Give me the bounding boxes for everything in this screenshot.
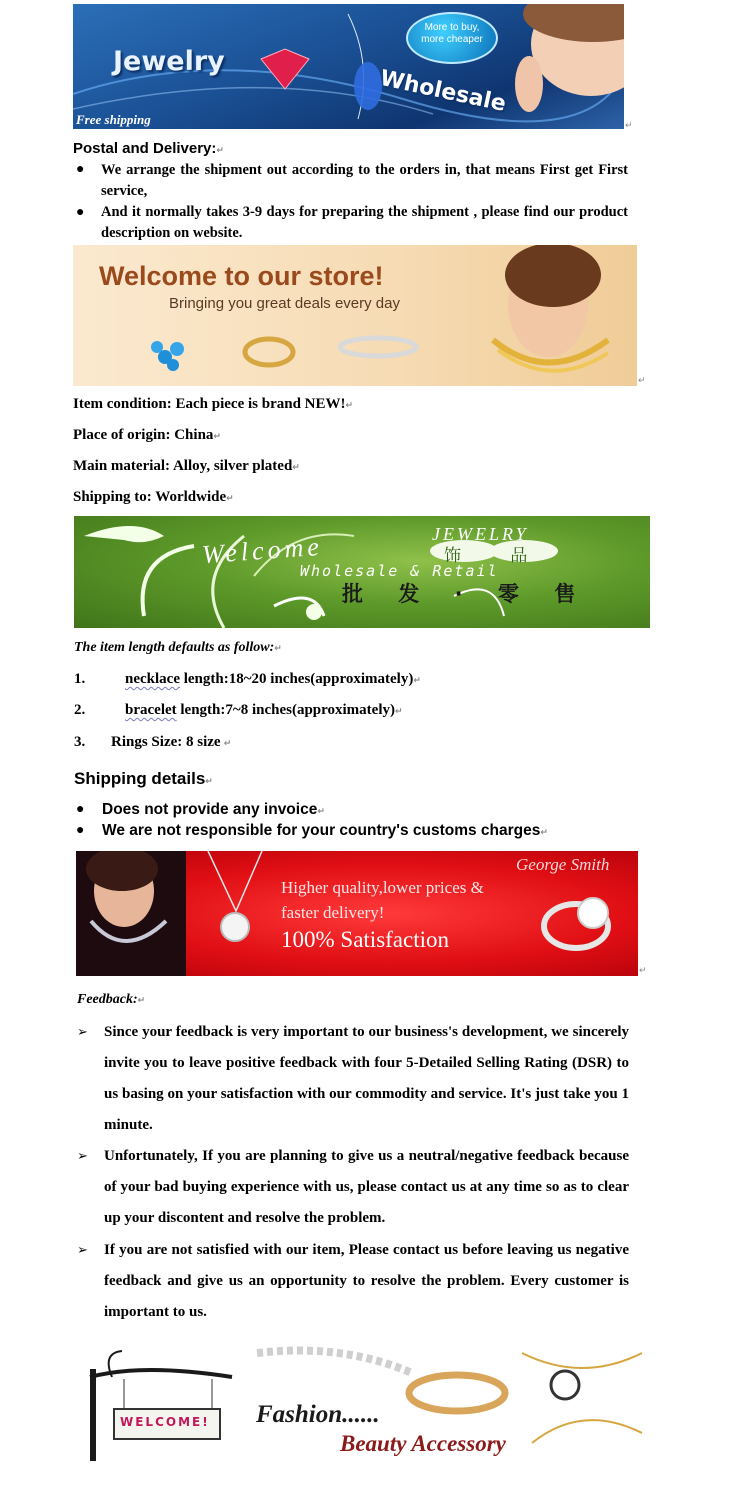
welcome-script: Welcome: [201, 531, 324, 570]
wholesale-retail-banner: [74, 516, 650, 628]
bubble-text: More to buy, more cheaper: [421, 22, 483, 45]
paragraph-mark: ↵: [625, 121, 633, 131]
length-num-1: 1.: [74, 671, 86, 687]
jewelry-wholesale-banner: [73, 4, 624, 129]
shipping-bullet-2: We are not responsible for your country's customs charges↵: [102, 822, 548, 839]
wholesale-retail-text: Wholesale & Retail: [300, 562, 499, 580]
welcome-store-title: Welcome to our store!: [99, 261, 384, 291]
george-smith-brand: George Smith: [516, 855, 610, 874]
arrow-bullet-icon: ➢: [77, 1243, 88, 1258]
bullet-dot: ●: [76, 162, 85, 177]
length-num-3: 3.: [74, 734, 86, 750]
free-shipping-text: Free shipping: [76, 112, 151, 127]
more-cheaper-bubble: [406, 12, 498, 64]
item-condition: Item condition: Each piece is brand NEW!↵: [73, 396, 354, 412]
welcome-store-banner: [73, 245, 637, 386]
welcome-sign-text: WELCOME!: [120, 1415, 210, 1429]
feedback-item-2: Unfortunately, If you are planning to give us a neutral/negative feedback because of your bad buying experience with us, please contact us at any time so as to clear up your discontent and resolve the problem.: [104, 1148, 629, 1226]
feedback-item-1: Since your feedback is very important to our business's development, we sincerely invite you to leave positive feedback with four 5-Detailed Selling Rating (DSR) to us basing on your satisfaction with our commodity and service. It's just take you 1 minute.: [104, 1024, 629, 1133]
wholesale-text: Wholesale: [377, 65, 509, 118]
beauty-accessory-text: Beauty Accessory: [340, 1431, 506, 1456]
length-heading: The item length defaults as follow:↵: [74, 640, 282, 655]
jewelry-title: Jewelry: [113, 46, 225, 77]
main-material: Main material: Alloy, silver plated↵: [73, 458, 300, 474]
bullet-dot: ●: [76, 823, 85, 838]
shipping-to: Shipping to: Worldwide↵: [73, 489, 234, 505]
feedback-heading: Feedback:↵: [77, 992, 146, 1007]
fashion-text: Fashion......: [256, 1401, 380, 1428]
welcome-store-subtitle: Bringing you great deals every day: [169, 295, 400, 312]
arrow-bullet-icon: ➢: [77, 1025, 88, 1040]
bullet-dot: ●: [76, 205, 85, 220]
postal-bullet-1: We arrange the shipment out according to the orders in, that means First get First service,: [101, 162, 628, 199]
feedback-item-3: If you are not satisfied with our item, Please contact us before leaving us negative feedback and give us an opportunity to resolve the problem. Every customer is important to us.: [104, 1242, 629, 1320]
banner4-line-2: faster delivery!: [281, 903, 385, 922]
shipping-bullet-1: Does not provide any invoice↵: [102, 801, 325, 818]
necklace-length: necklace length:18~20 inches(approximately)↵: [125, 671, 421, 687]
chinese-wholesale-retail: 批 发 · 零 售: [342, 582, 590, 606]
banner4-line-1: Higher quality,lower prices &: [281, 878, 484, 897]
paragraph-mark: ↵: [639, 966, 647, 976]
bullet-dot: ●: [76, 802, 85, 817]
shipping-details-heading: Shipping details↵: [74, 769, 213, 788]
postal-bullet-2: And it normally takes 3-9 days for preparing the shipment , please find our product description on website.: [101, 204, 628, 241]
arrow-bullet-icon: ➢: [77, 1149, 88, 1164]
rings-size: Rings Size: 8 size ↵: [111, 734, 232, 750]
banner4-satisfaction: 100% Satisfaction: [281, 927, 449, 952]
bracelet-length: bracelet length:7~8 inches(approximately)↵: [125, 702, 403, 718]
place-of-origin: Place of origin: China↵: [73, 427, 221, 443]
length-num-2: 2.: [74, 702, 86, 718]
satisfaction-banner: [76, 851, 638, 976]
paragraph-mark: ↵: [638, 376, 646, 386]
postal-heading: Postal and Delivery:↵: [73, 140, 224, 157]
jewelry-label: JEWELRY: [432, 524, 529, 544]
fashion-accessory-banner: [82, 1343, 649, 1463]
chinese-jewelry-label: 饰 品: [444, 546, 550, 566]
